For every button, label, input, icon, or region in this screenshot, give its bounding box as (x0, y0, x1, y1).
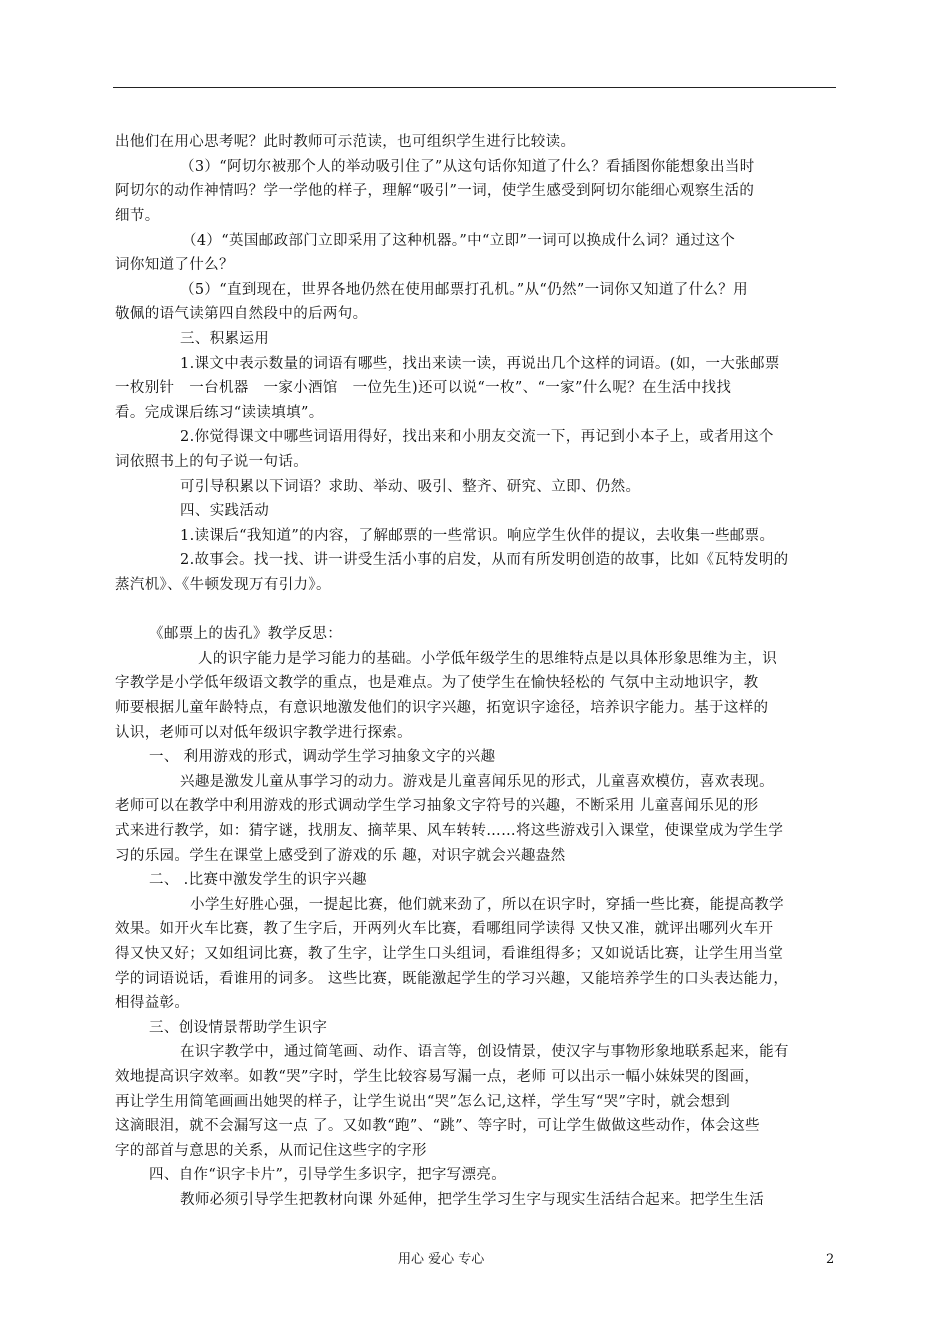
text-line: 认识，老师可以对低年级识字教学进行探索。 (115, 725, 412, 741)
text-line: 人的识字能力是学习能力的基础。小学低年级学生的思维特点是以具体形象思维为主，识 (198, 651, 778, 667)
page-number: 2 (826, 1252, 835, 1267)
text-line: 词依照书上的句子说一句话。 (115, 454, 309, 470)
text-line: 式来进行教学，如：猜字谜，找朋友、摘苹果、风车转转……将这些游戏引入课堂，使课堂成为学生学 (115, 823, 784, 839)
text-line: 教师必须引导学生把教材向课 外延伸，把学生学习生字与现实生活结合起来。把学生生活 (180, 1192, 765, 1208)
text-line: 出他们在用心思考呢？此时教师可示范读，也可组织学生进行比较读。 (115, 134, 576, 150)
text-line: （3）“阿切尔被那个人的举动吸引住了”从这句话你知道了什么？看插图你能想象出当时 (180, 159, 755, 175)
text-line: 兴趣是激发儿童从事学习的动力。游戏是儿童喜闻乐见的形式，儿童喜欢模仿，喜欢表现。 (180, 774, 774, 790)
text-line: 这滴眼泪，就不会漏写这一点 了。又如教“跑”、“跳”、等字时，可让学生做做这些动作，体会这些 (115, 1118, 760, 1134)
footer-motto: 用心 爱心 专心 (398, 1252, 485, 1267)
text-line: 习的乐园。学生在课堂上感受到了游戏的乐 趣，对识字就会兴趣盎然 (115, 848, 566, 864)
text-line: 相得益彰。 (115, 995, 190, 1011)
text-line: 敬佩的语气读第四自然段中的后两句。 (115, 306, 368, 322)
text-line: 学的词语说话，看谁用的词多。 这些比赛，既能激起学生的学习兴趣，又能培养学生的口头表达能力， (115, 971, 789, 987)
section-heading: 四、实践活动 (180, 503, 270, 519)
section-heading: 三、创设情景帮助学生识字 (149, 1020, 328, 1036)
text-line: 细节。 (115, 208, 160, 224)
text-line: 一枚别针 一台机器 一家小酒馆 一位先生)还可以说“一枚”、“一家”什么呢？在生活中找找 (115, 380, 732, 396)
text-line: （4）“英国邮政部门立即采用了这种机器。”中“立即”一词可以换成什么词？通过这个 (182, 233, 736, 249)
text-line: 字教学是小学低年级语文教学的重点，也是难点。为了使学生在愉快轻松的 气氛中主动地识字，教 (115, 675, 759, 691)
text-line: 效地提高识字效率。如教“哭”字时，学生比较容易写漏一点，老师 可以出示一幅小妹妹哭的图画， (115, 1069, 760, 1085)
reflection-title: 《邮票上的齿孔》教学反思： (149, 626, 343, 642)
text-line: （5）“直到现在，世界各地仍然在使用邮票打孔机。”从“仍然”一词你又知道了什么？用 (180, 282, 748, 298)
text-line: 小学生好胜心强，一提起比赛，他们就来劲了，所以在识字时，穿插一些比赛，能提高教学 (190, 897, 784, 913)
section-heading: 三、积累运用 (180, 331, 270, 347)
text-line: 词你知道了什么？ (115, 257, 234, 273)
text-line: 看。完成课后练习“读读填填”。 (115, 405, 324, 421)
text-line: 阿切尔的动作神情吗？学一学他的样子，理解“吸引”一词，使学生感受到阿切尔能细心观察生活的 (115, 183, 755, 199)
section-heading: 四、自作“识字卡片”，引导学生多识字，把字写漂亮。 (149, 1167, 507, 1183)
text-line: 再让学生用简笔画画出她哭的样子，让学生说出“哭”怎么记,这样，学生写“哭”字时，就会想到 (115, 1094, 731, 1110)
text-line: 可引导积累以下词语？求助、举动、吸引、整齐、研究、立即、仍然。 (180, 479, 641, 495)
text-line: 1.读课后“我知道”的内容，了解邮票的一些常识。响应学生伙伴的提议，去收集一些邮票。 (180, 528, 775, 544)
text-line: 字的部首与意思的关系，从而记住这些字的字形 (115, 1143, 427, 1159)
header-rule (113, 87, 836, 88)
text-line: 1.课文中表示数量的词语有哪些，找出来读一读，再说出几个这样的词语。(如，一大张邮票 (180, 356, 780, 372)
text-line: 蒸汽机》、《牛顿发现万有引力》。 (115, 577, 331, 593)
text-line: 得又快又好；又如组词比赛，教了生字，让学生口头组词，看谁组得多；又如说话比赛，让学生用当堂 (115, 946, 784, 962)
text-line: 老师可以在教学中利用游戏的形式调动学生学习抽象文字符号的兴趣，不断采用 儿童喜闻乐见的形 (115, 798, 759, 814)
text-line: 师要根据儿童年龄特点，有意识地激发他们的识字兴趣，拓宽识字途径，培养识字能力。基于这样的 (115, 700, 769, 716)
text-line: 2.故事会。找一找、讲一讲受生活小事的启发，从而有所发明创造的故事，比如《瓦特发明的 (180, 552, 789, 568)
section-heading: 二、 .比赛中激发学生的识字兴趣 (149, 872, 367, 888)
text-line: 效果。如开火车比赛，教了生字后，开两列火车比赛，看哪组同学读得 又快又准，就评出哪列火车开 (115, 921, 774, 937)
section-heading: 一、 利用游戏的形式，调动学生学习抽象文字的兴趣 (149, 749, 496, 765)
text-line: 在识字教学中，通过简笔画、动作、语言等，创设情景，使汉字与事物形象地联系起来，能有 (180, 1044, 789, 1060)
text-line: 2.你觉得课文中哪些词语用得好，找出来和小朋友交流一下，再记到小本子上，或者用这个 (180, 429, 774, 445)
